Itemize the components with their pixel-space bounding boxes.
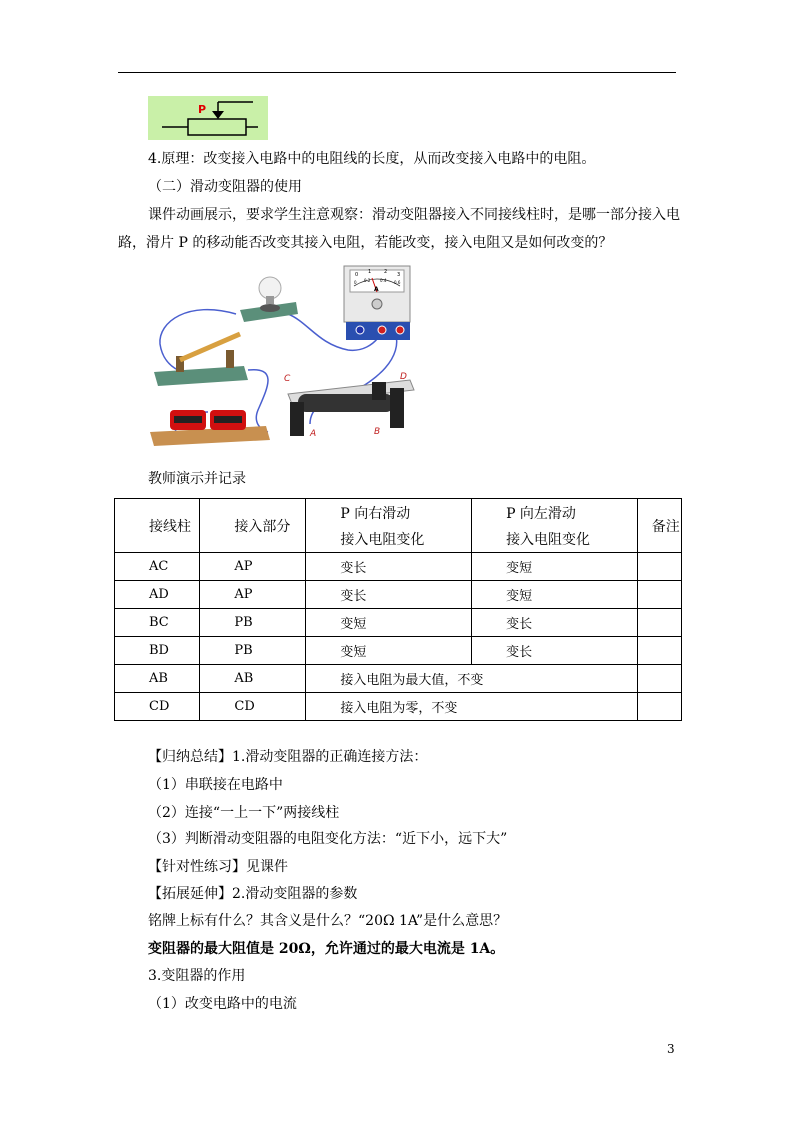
page-number: 3 <box>667 1042 675 1056</box>
terminal-d: D <box>400 372 407 382</box>
table-row <box>115 693 682 721</box>
function-heading: 3.变阻器的作用 <box>148 968 246 984</box>
summary-point-2: （2）连接“一上一下”两接线柱 <box>148 805 340 821</box>
cell-remark <box>637 581 681 609</box>
header-terminal: 接线柱 <box>115 499 200 553</box>
paragraph-line-1: 课件动画展示，要求学生注意观察：滑动变阻器接入不同接线柱时，是哪一部分接入电 <box>148 207 680 223</box>
cell-part: CD <box>200 693 306 721</box>
cell-remark <box>637 693 681 721</box>
cell-part: PB <box>200 637 306 665</box>
header-p-right-line2: 接入电阻变化 <box>340 531 425 548</box>
cell-left-change: 变短 <box>472 553 638 581</box>
cell-merged-change: 接入电阻为零，不变 <box>306 693 637 721</box>
cell-terminal: CD <box>115 693 200 721</box>
table-row <box>115 637 682 665</box>
cell-right-change: 变长 <box>306 553 472 581</box>
table-row <box>115 581 682 609</box>
summary-point-3: （3）判断滑动变阻器的电阻变化方法：“近下小，远下大” <box>148 831 508 847</box>
section-title: （二）滑动变阻器的使用 <box>148 179 302 195</box>
meter-scale-2: 2 <box>384 269 388 275</box>
meter-scale-3: 3 <box>397 272 401 278</box>
meter-unit: A <box>374 286 379 293</box>
cell-right-change: 变短 <box>306 637 472 665</box>
cell-remark <box>637 665 681 693</box>
cell-terminal: AC <box>115 553 200 581</box>
cell-left-change: 变长 <box>472 637 638 665</box>
cell-terminal: BD <box>115 637 200 665</box>
header-p-left-line2: 接入电阻变化 <box>506 531 591 548</box>
extension-heading: 【拓展延伸】2.滑动变阻器的参数 <box>148 886 358 902</box>
header-p-right <box>306 499 472 553</box>
summary-point-1: （1）串联接在电路中 <box>148 777 283 793</box>
cell-right-change: 变长 <box>306 581 472 609</box>
table-row <box>115 553 682 581</box>
circuit-illustration <box>148 262 420 448</box>
table-row <box>115 665 682 693</box>
rheostat-symbol <box>148 96 268 140</box>
terminal-a: A <box>310 429 317 439</box>
function-point-1: （1）改变电路中的电流 <box>148 996 297 1012</box>
cell-part: AP <box>200 581 306 609</box>
cell-part: PB <box>200 609 306 637</box>
paragraph-line-2: 路，滑片 P 的移动能否改变其接入电阻，若能改变，接入电阻又是如何改变的？ <box>118 235 613 251</box>
terminal-c: C <box>284 374 291 384</box>
table-header-row <box>115 499 682 553</box>
meter-scale2-3: 0.6 <box>394 280 401 285</box>
table-row <box>115 609 682 637</box>
meter-scale2-2: 0.4 <box>380 278 387 283</box>
practice-line: 【针对性练习】见课件 <box>148 859 288 875</box>
cell-terminal: AB <box>115 665 200 693</box>
summary-heading: 【归纳总结】1.滑动变阻器的正确连接方法： <box>148 749 428 765</box>
cell-part: AP <box>200 553 306 581</box>
principle-line: 4.原理：改变接入电路中的电阻线的长度，从而改变接入电路中的电阻。 <box>148 151 596 167</box>
header-p-right-line1: P 向右滑动 <box>340 505 411 522</box>
meter-scale2-0: 0 <box>354 280 357 285</box>
meter-scale-1: 1 <box>368 269 372 275</box>
header-p-left-line1: P 向左滑动 <box>506 505 576 522</box>
header-p-left <box>472 499 638 553</box>
cell-remark <box>637 609 681 637</box>
cell-left-change: 变长 <box>472 609 638 637</box>
demo-record-table <box>114 498 682 721</box>
nameplate-answer: 变阻器的最大阻值是 20Ω，允许通过的最大电流是 1A。 <box>148 941 505 957</box>
terminal-b: B <box>374 427 381 437</box>
meter-scale-0: 0 <box>355 272 359 278</box>
cell-remark <box>637 637 681 665</box>
slider-p-label: P <box>198 103 207 116</box>
header-remarks: 备注 <box>637 499 681 553</box>
header-rule <box>118 72 676 73</box>
cell-part: AB <box>200 665 306 693</box>
teacher-demo-caption: 教师演示并记录 <box>148 471 246 487</box>
cell-terminal: BC <box>115 609 200 637</box>
cell-merged-change: 接入电阻为最大值，不变 <box>306 665 637 693</box>
cell-left-change: 变短 <box>472 581 638 609</box>
meter-scale2-1: 0.2 <box>364 278 371 283</box>
nameplate-question: 铭牌上标有什么？其含义是什么？“20Ω 1A”是什么意思？ <box>148 913 508 929</box>
cell-right-change: 变短 <box>306 609 472 637</box>
header-connected-part: 接入部分 <box>200 499 306 553</box>
cell-terminal: AD <box>115 581 200 609</box>
cell-remark <box>637 553 681 581</box>
